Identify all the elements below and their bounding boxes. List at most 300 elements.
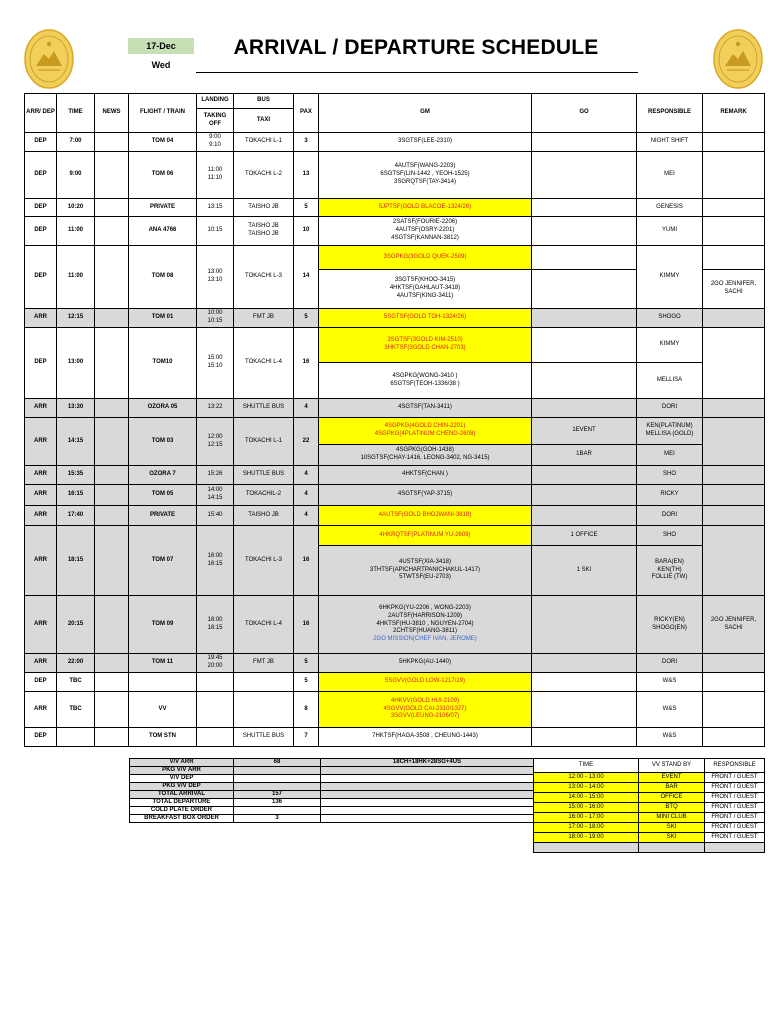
news-cell	[95, 526, 129, 596]
landing-cell	[197, 692, 234, 728]
vv-row	[534, 803, 765, 813]
bus-cell: TOKACHI L-3	[234, 526, 294, 596]
summary-note	[321, 807, 534, 815]
bus-cell: SHUTTLE BUS	[234, 399, 294, 418]
summary-note	[321, 767, 534, 775]
bus-cell: TOKACHI L-1	[234, 133, 294, 152]
summary-value: 68	[234, 759, 321, 767]
go-cell	[532, 506, 637, 526]
dir-cell: ARR	[25, 485, 57, 506]
news-cell	[95, 199, 129, 217]
flight-cell: TOM 03	[129, 418, 197, 466]
remark-cell	[703, 152, 765, 199]
vv-time: 12:00 - 13:00	[534, 773, 639, 783]
landing-cell: 13:00 13:10	[197, 246, 234, 309]
landing-cell: 9:00 9:10	[197, 133, 234, 152]
remark-cell	[703, 692, 765, 728]
vv-empty-cell	[639, 843, 705, 853]
time-cell: 16:15	[57, 485, 95, 506]
flight-cell: TOM 05	[129, 485, 197, 506]
responsible-cell: SHO	[637, 466, 703, 485]
news-cell	[95, 728, 129, 747]
table-row	[25, 133, 765, 152]
vv-stand: SKI	[639, 833, 705, 843]
responsible-cell: RICKY	[637, 485, 703, 506]
vv-row	[534, 823, 765, 833]
go-cell: 1EVENT	[532, 418, 637, 445]
gm-cell-highlight: 3SGPKG(3GOLD QUEK-2509)	[319, 246, 532, 270]
responsible-cell: SHO	[637, 526, 703, 546]
news-cell	[95, 485, 129, 506]
vv-time: 18:00 - 19:00	[534, 833, 639, 843]
summary-row	[130, 767, 534, 775]
gm-cell: 3SGTSF(KHOO-3415) 4HKTSF(GAHLAUT-3418) 4AUTSF(KING-3411)	[319, 270, 532, 309]
landing-cell: 15:40	[197, 506, 234, 526]
responsible-cell: MEI	[637, 445, 703, 466]
flight-cell	[129, 673, 197, 692]
table-row	[25, 728, 765, 747]
time-cell: 17:40	[57, 506, 95, 526]
remark-cell	[703, 418, 765, 466]
summary-value: 157	[234, 791, 321, 799]
go-cell: 1 SKI	[532, 546, 637, 596]
remark-cell	[703, 246, 765, 270]
vv-row	[534, 773, 765, 783]
vv-row	[534, 833, 765, 843]
table-row	[25, 654, 765, 673]
summary-value	[234, 807, 321, 815]
pax-cell: 16	[294, 596, 319, 654]
table-row	[25, 526, 765, 546]
header-arrdep: ARR/ DEP	[25, 94, 57, 133]
table-row	[25, 673, 765, 692]
time-cell: 13:30	[57, 399, 95, 418]
bus-cell	[234, 673, 294, 692]
vv-empty-cell	[534, 843, 639, 853]
header-news: NEWS	[95, 94, 129, 133]
summary-table	[129, 758, 534, 823]
news-cell	[95, 466, 129, 485]
dir-cell: DEP	[25, 152, 57, 199]
responsible-cell: DORI	[637, 654, 703, 673]
pax-cell: 16	[294, 526, 319, 596]
pax-cell: 22	[294, 418, 319, 466]
time-cell: 7:00	[57, 133, 95, 152]
summary-note	[321, 815, 534, 823]
table-row	[25, 246, 765, 270]
gm-cell: 4SGPKG(GOH-1438) 10SGTSF(CHAY-1416, LEONG-3402, NG-3415)	[319, 445, 532, 466]
flight-cell: TOM 09	[129, 596, 197, 654]
bus-cell: TOKACHI L-3	[234, 246, 294, 309]
go-cell	[532, 728, 637, 747]
time-cell: TBC	[57, 673, 95, 692]
vv-header-stand: VV STAND BY	[639, 759, 705, 773]
responsible-cell: W&S	[637, 692, 703, 728]
table-row	[25, 596, 765, 654]
flight-cell: TOM 04	[129, 133, 197, 152]
flight-cell: ANA 4766	[129, 217, 197, 246]
landing-cell: 10:00 10:15	[197, 309, 234, 328]
pax-cell: 3	[294, 133, 319, 152]
remark-cell: 2GO JENNIFER, SACHI	[703, 270, 765, 309]
vv-row	[534, 783, 765, 793]
bus-cell: SHUTTLE BUS	[234, 728, 294, 747]
gm-cell-highlight: 4HKRQTSF(PLATINUM YU-2609)	[319, 526, 532, 546]
vv-header-time: TIME	[534, 759, 639, 773]
pax-cell: 8	[294, 692, 319, 728]
time-cell: 11:00	[57, 217, 95, 246]
gm-cell: 4SGTSF(TAN-3411)	[319, 399, 532, 418]
landing-cell	[197, 728, 234, 747]
news-cell	[95, 133, 129, 152]
remark-cell	[703, 728, 765, 747]
gm-mission-note: 2GO MISSION(CHEF IVAN, JEROME)	[373, 636, 477, 643]
summary-value	[234, 775, 321, 783]
pax-cell: 10	[294, 217, 319, 246]
bus-cell: TOKACHI L-4	[234, 328, 294, 399]
dir-cell: ARR	[25, 526, 57, 596]
remark-cell	[703, 673, 765, 692]
page-title: ARRIVAL / DEPARTURE SCHEDULE	[233, 36, 599, 59]
summary-row	[130, 783, 534, 791]
vv-responsible: FRONT / GUEST	[705, 773, 765, 783]
vv-time: 15:00 - 16:00	[534, 803, 639, 813]
gm-text: 6HKPKG(YU-2206 , WONG-2203) 2AUTSF(HARRISON-1209) 4HKTSF(HU-3810 , NGUYEN-2704) 2CHTSF(HUANG-3811)	[376, 605, 474, 635]
vv-stand: MINI CLUB	[639, 813, 705, 823]
summary-row	[130, 759, 534, 767]
go-cell	[532, 399, 637, 418]
responsible-cell: MELLISA	[637, 363, 703, 399]
gm-cell-highlight: 5JPTSF(GOLD BLACOE-1324/26)	[319, 199, 532, 217]
remark-cell: 2GO JENNIFER, SACHI	[703, 596, 765, 654]
gm-cell-highlight: 3SGTSF(3GOLD KIM-2510) 3HKTSF(3GOLD CHAN-2703)	[319, 328, 532, 363]
header-remark: REMARK	[703, 94, 765, 133]
responsible-cell: NIGHT SHIFT	[637, 133, 703, 152]
pax-cell: 5	[294, 309, 319, 328]
gm-cell: 4AUTSF(WANG-2203) 6SGTSF(LIN-1442 , YEOH-1525) 3SGRQTSF(TAY-3414)	[319, 152, 532, 199]
flight-cell: PRIVATE	[129, 199, 197, 217]
vv-stand: BAR	[639, 783, 705, 793]
go-cell: 1BAR	[532, 445, 637, 466]
summary-note	[321, 791, 534, 799]
table-row	[25, 199, 765, 217]
gold-emblem-logo-right	[713, 28, 763, 90]
summary-row	[130, 775, 534, 783]
go-cell	[532, 466, 637, 485]
landing-cell: 10:15	[197, 217, 234, 246]
go-cell	[532, 692, 637, 728]
flight-cell: TOM10	[129, 328, 197, 399]
landing-cell: 15:26	[197, 466, 234, 485]
bus-cell: SHUTTLE BUS	[234, 466, 294, 485]
news-cell	[95, 692, 129, 728]
summary-row	[130, 815, 534, 823]
table-row	[25, 418, 765, 445]
bus-cell: TOKACHI L-1	[234, 418, 294, 466]
pax-cell: 4	[294, 399, 319, 418]
vv-responsible: FRONT / GUEST	[705, 833, 765, 843]
gold-emblem-logo-left	[24, 28, 74, 90]
pax-cell: 4	[294, 466, 319, 485]
pax-cell: 16	[294, 328, 319, 399]
go-cell	[532, 270, 637, 309]
dir-cell: DEP	[25, 133, 57, 152]
bus-cell: TAISHO JB	[234, 506, 294, 526]
dir-cell: ARR	[25, 692, 57, 728]
gm-cell: 4SGPKG(WONG-3410 ) 6SGTSF(TEOH-1336/38 )	[319, 363, 532, 399]
flight-cell: PRIVATE	[129, 506, 197, 526]
gm-cell-highlight: 4AUTSF(GOLD BHOJWANI-3818)	[319, 506, 532, 526]
summary-label: PKG V/V ARR	[130, 767, 234, 775]
bus-cell: FMT JB	[234, 309, 294, 328]
responsible-cell: DORI	[637, 399, 703, 418]
table-row	[25, 328, 765, 363]
remark-cell	[703, 199, 765, 217]
remark-cell	[703, 309, 765, 328]
responsible-cell: MEI	[637, 152, 703, 199]
dir-cell: DEP	[25, 328, 57, 399]
responsible-cell: SHOGO	[637, 309, 703, 328]
time-cell: 9:00	[57, 152, 95, 199]
responsible-cell: RICKY(EN) SHOGO(EN)	[637, 596, 703, 654]
go-cell	[532, 654, 637, 673]
remark-cell	[703, 466, 765, 485]
landing-cell: 16:00 16:15	[197, 526, 234, 596]
news-cell	[95, 506, 129, 526]
vv-responsible: FRONT / GUEST	[705, 803, 765, 813]
news-cell	[95, 246, 129, 309]
pax-cell: 14	[294, 246, 319, 309]
news-cell	[95, 309, 129, 328]
bus-cell: TOKACHIL-2	[234, 485, 294, 506]
summary-label: TOTAL DEPARTURE	[130, 799, 234, 807]
dir-cell: DEP	[25, 217, 57, 246]
flight-cell: TOM 11	[129, 654, 197, 673]
gm-cell: 4USTSF(XIA-3418) 3THTSF(APICHARTPANICHAKUL-1417) 5TWTSF(EU-2703)	[319, 546, 532, 596]
summary-value: 3	[234, 815, 321, 823]
header-go: GO	[532, 94, 637, 133]
gm-cell: 4HKTSF(CHAN )	[319, 466, 532, 485]
summary-row	[130, 807, 534, 815]
table-row	[25, 506, 765, 526]
table-row	[25, 309, 765, 328]
flight-cell: TOM 07	[129, 526, 197, 596]
summary-label: V/V ARR	[130, 759, 234, 767]
go-cell	[532, 246, 637, 270]
go-cell	[532, 328, 637, 363]
responsible-cell: YUMI	[637, 217, 703, 246]
news-cell	[95, 328, 129, 399]
table-row	[25, 399, 765, 418]
news-cell	[95, 654, 129, 673]
remark-cell	[703, 526, 765, 596]
time-cell: TBC	[57, 692, 95, 728]
summary-note	[321, 799, 534, 807]
summary-row	[130, 799, 534, 807]
header-responsible: RESPONSIBLE	[637, 94, 703, 133]
news-cell	[95, 152, 129, 199]
remark-cell	[703, 506, 765, 526]
header-gm: GM	[319, 94, 532, 133]
landing-cell: 13:15	[197, 199, 234, 217]
vv-stand: OFFICE	[639, 793, 705, 803]
time-cell	[57, 728, 95, 747]
gm-cell-highlight: 4HKVV(GOLD HUI-2109) 4SGVV(GOLD CAI-2310/1327) 3SGVV(LEUNG-2106/07)	[319, 692, 532, 728]
table-row	[25, 152, 765, 199]
vv-time: 14:00 - 15:00	[534, 793, 639, 803]
dir-cell: ARR	[25, 399, 57, 418]
remark-cell	[703, 217, 765, 246]
landing-cell: 11:00 11:10	[197, 152, 234, 199]
flight-cell: TOM STN	[129, 728, 197, 747]
header-time: TIME	[57, 94, 95, 133]
header-landing: LANDING	[197, 94, 234, 109]
time-cell: 13:00	[57, 328, 95, 399]
go-cell	[532, 152, 637, 199]
vv-time: 17:00 - 18:00	[534, 823, 639, 833]
time-cell: 22:00	[57, 654, 95, 673]
go-cell	[532, 485, 637, 506]
vv-empty-cell	[705, 843, 765, 853]
header-taxi: TAXI	[234, 109, 294, 133]
go-cell	[532, 596, 637, 654]
remark-cell	[703, 399, 765, 418]
table-row	[25, 466, 765, 485]
dir-cell: DEP	[25, 673, 57, 692]
summary-label: COLD PLATE ORDER	[130, 807, 234, 815]
dir-cell: ARR	[25, 418, 57, 466]
gm-cell-highlight: 5SGTSF(GOLD TOH-1324/26)	[319, 309, 532, 328]
vv-header-responsible: RESPONSIBLE	[705, 759, 765, 773]
responsible-cell: DORI	[637, 506, 703, 526]
gm-cell: 2SATSF(FOURIE-2206) 4AUTSF(OSRY-2201) 4SGTSF(KANNAN-3812)	[319, 217, 532, 246]
day-label: Wed	[151, 60, 171, 70]
summary-label: V/V DEP	[130, 775, 234, 783]
pax-cell: 5	[294, 199, 319, 217]
flight-cell: OZORA 7	[129, 466, 197, 485]
summary-label: TOTAL ARRIVAL	[130, 791, 234, 799]
bus-cell: TAISHO JB TAISHO JB	[234, 217, 294, 246]
vv-responsible: FRONT / GUEST	[705, 783, 765, 793]
dir-cell: ARR	[25, 466, 57, 485]
vv-stand: BTQ	[639, 803, 705, 813]
go-cell	[532, 363, 637, 399]
bus-cell: TOKACHI L-2	[234, 152, 294, 199]
summary-row	[130, 791, 534, 799]
summary-value	[234, 767, 321, 775]
responsible-cell: KEN(PLATINUM) MELLISA (GOLD)	[637, 418, 703, 445]
table-row	[25, 217, 765, 246]
summary-note	[321, 775, 534, 783]
vv-header-row	[534, 759, 765, 773]
remark-cell	[703, 328, 765, 399]
vv-time: 13:00 - 14:00	[534, 783, 639, 793]
flight-cell: TOM 01	[129, 309, 197, 328]
vv-row	[534, 793, 765, 803]
pax-cell: 13	[294, 152, 319, 199]
pax-cell: 4	[294, 485, 319, 506]
bus-cell: FMT JB	[234, 654, 294, 673]
header-bus: BUS	[234, 94, 294, 109]
bus-cell	[234, 692, 294, 728]
dir-cell: DEP	[25, 246, 57, 309]
summary-value: 136	[234, 799, 321, 807]
news-cell	[95, 399, 129, 418]
news-cell	[95, 673, 129, 692]
summary-label: PKG V/V DEP	[130, 783, 234, 791]
remark-cell	[703, 654, 765, 673]
summary-label: BREAKFAST BOX ORDER	[130, 815, 234, 823]
dir-cell: ARR	[25, 654, 57, 673]
pax-cell: 5	[294, 654, 319, 673]
responsible-cell: W&S	[637, 728, 703, 747]
news-cell	[95, 596, 129, 654]
pax-cell: 4	[294, 506, 319, 526]
landing-cell: 14:00 14:15	[197, 485, 234, 506]
landing-cell: 13:22	[197, 399, 234, 418]
summary-note	[321, 783, 534, 791]
remark-cell	[703, 485, 765, 506]
landing-cell	[197, 673, 234, 692]
header-flight: FLIGHT / TRAIN	[129, 94, 197, 133]
vv-responsible: FRONT / GUEST	[705, 813, 765, 823]
gm-cell: 7HKTSF(HAGA-3508 , CHEUNG-1443)	[319, 728, 532, 747]
flight-cell: TOM 08	[129, 246, 197, 309]
time-cell: 20:15	[57, 596, 95, 654]
bus-cell: TAISHO JB	[234, 199, 294, 217]
go-cell: 1 OFFICE	[532, 526, 637, 546]
landing-cell: 15:00 15:10	[197, 328, 234, 399]
go-cell	[532, 673, 637, 692]
vv-stand: SKI	[639, 823, 705, 833]
summary-note: 18CH+18HK+28SG+4US	[321, 759, 534, 767]
vv-row-empty	[534, 843, 765, 853]
time-cell: 18:15	[57, 526, 95, 596]
go-cell	[532, 309, 637, 328]
gm-cell: 5HKPKG(AU-1440)	[319, 654, 532, 673]
time-cell: 10:20	[57, 199, 95, 217]
pax-cell: 7	[294, 728, 319, 747]
responsible-cell: KIMMY	[637, 328, 703, 363]
landing-cell: 18:00 18:15	[197, 596, 234, 654]
vv-responsible: FRONT / GUEST	[705, 823, 765, 833]
flight-cell: VV	[129, 692, 197, 728]
vv-standby-table	[533, 758, 765, 853]
summary-value	[234, 783, 321, 791]
time-cell: 14:15	[57, 418, 95, 466]
gm-cell-highlight: 5SGVV(GOLD LOW-1217/19)	[319, 673, 532, 692]
time-cell: 12:15	[57, 309, 95, 328]
header-pax: PAX	[294, 94, 319, 133]
schedule-table	[24, 93, 765, 747]
dir-cell: ARR	[25, 506, 57, 526]
dir-cell: ARR	[25, 309, 57, 328]
responsible-cell: W&S	[637, 673, 703, 692]
gm-cell-highlight: 4SGPKG(4GOLD CHIN-2201) 4SGPKG(4PLATINUM CHENG-2608)	[319, 418, 532, 445]
remark-cell	[703, 133, 765, 152]
dir-cell: DEP	[25, 199, 57, 217]
table-row	[25, 485, 765, 506]
header-taking-off: TAKING OFF	[197, 109, 234, 133]
dir-cell: ARR	[25, 596, 57, 654]
pax-cell: 5	[294, 673, 319, 692]
title-underline	[196, 72, 638, 73]
flight-cell: TOM 06	[129, 152, 197, 199]
time-cell: 11:00	[57, 246, 95, 309]
bus-cell: TOKACHI L-4	[234, 596, 294, 654]
responsible-cell: BARA(EN) KEN(TH) FOLLIE (TW)	[637, 546, 703, 596]
table-row	[25, 692, 765, 728]
